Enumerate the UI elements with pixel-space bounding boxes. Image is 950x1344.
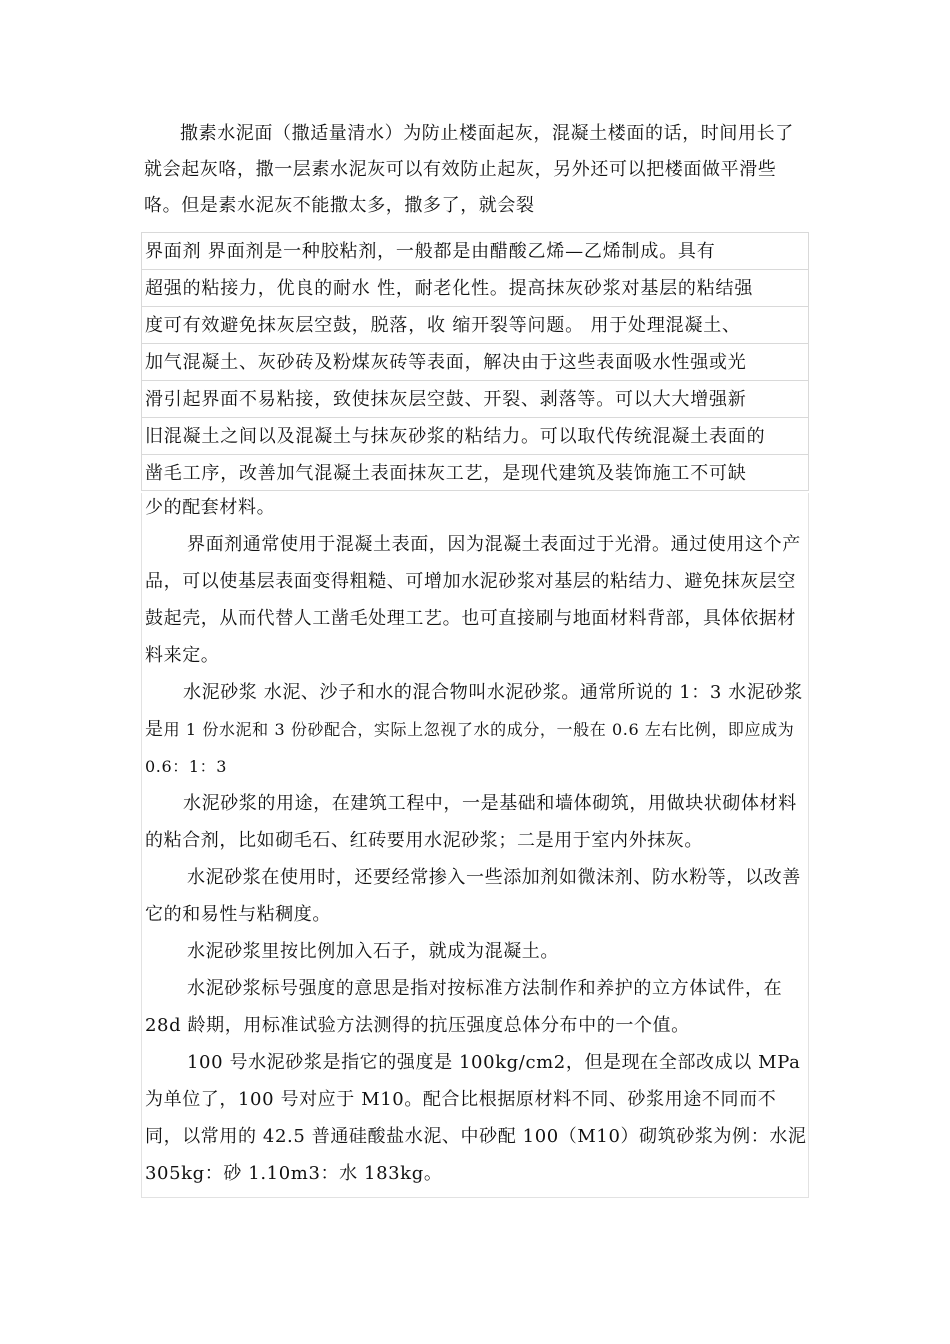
lined-row: 旧混凝土之间以及混凝土与抹灰砂浆的粘结力。可以取代传统混凝土表面的 <box>141 417 809 454</box>
mortar-definition-part-b: 用 1 份水泥和 3 份砂配合，实际上忽视了水的成分，一般在 0.6 左右比例，即应成为 0.6：1：3 <box>145 720 795 776</box>
paragraph-interface-agent-usage: 界面剂通常使用于混凝土表面，因为混凝土表面过于光滑。通过使用这个产品，可以使基层表面变得粗糙、可增加水泥砂浆对基层的粘结力、避免抹灰层空鼓起壳，从而代替人工凿毛处理工艺。也可直接刷与地面材料背部，具体依据材料来定。 <box>145 534 801 666</box>
lined-row: 滑引起界面不易粘接，致使抹灰层空鼓、开裂、剥落等。可以大大增强新 <box>141 380 809 417</box>
lower-text-frame <box>141 493 809 1198</box>
paragraph-100-grade-mortar: 100 号水泥砂浆是指它的强度是 100kg/cm2，但是现在全部改成以 MPa 为单位了，100 号对应于 M10。配合比根据原材料不同、砂浆用途不同而不同，以常用的 42.5 普通硅酸盐水泥、中砂配 100（M10）砌筑砂浆为例：水泥 305kg：砂 1.10m3：水 183kg。 <box>145 1052 807 1184</box>
interface-agent-lined-block <box>141 232 809 491</box>
lined-row: 加气混凝土、灰砂砖及粉煤灰砖等表面，解决由于这些表面吸水性强或光 <box>141 343 809 380</box>
paragraph-cement-mortar-definition <box>145 674 807 785</box>
lined-row: 超强的粘接力，优良的耐水 性，耐老化性。提高抹灰砂浆对基层的粘结强 <box>141 269 809 306</box>
paragraph-lined-last: 少的配套材料。 <box>145 497 276 518</box>
lined-row: 度可有效避免抹灰层空鼓，脱落，收 缩开裂等问题。 用于处理混凝土、 <box>141 306 809 343</box>
paragraph-cement-mortar-use: 水泥砂浆的用途，在建筑工程中，一是基础和墙体砌筑，用做块状砌体材料的粘合剂，比如砌毛石、红砖要用水泥砂浆；二是用于室内外抹灰。 <box>145 793 797 851</box>
paragraph-mortar-grade-strength: 水泥砂浆标号强度的意思是指对按标准方法制作和养护的立方体试件，在 28d 龄期，用标准试验方法测得的抗压强度总体分布中的一个值。 <box>145 978 783 1036</box>
paragraph-plain-cement-surface: 撒素水泥面（撒适量清水）为防止楼面起灰，混凝土楼面的话，时间用长了就会起灰咯，撒一层素水泥灰可以有效防止起灰，另外还可以把楼面做平滑些咯。但是素水泥灰不能撒太多，撒多了，就会裂 <box>144 123 794 216</box>
mortar-definition-part-a: 水泥砂浆 水泥、沙子和水的混合物叫水泥砂浆。通常所说的 1：3 水泥砂浆是 <box>145 682 803 740</box>
paragraph-concrete: 水泥砂浆里按比例加入石子，就成为混凝土。 <box>187 941 559 962</box>
lined-row: 界面剂 界面剂是一种胶粘剂，一般都是由醋酸乙烯—乙烯制成。具有 <box>141 232 809 269</box>
paragraph-cement-mortar-additives: 水泥砂浆在使用时，还要经常掺入一些添加剂如微沫剂、防水粉等，以改善它的和易性与粘稠度。 <box>145 867 801 925</box>
lined-row: 凿毛工序，改善加气混凝土表面抹灰工艺，是现代建筑及装饰施工不可缺 <box>141 454 809 491</box>
